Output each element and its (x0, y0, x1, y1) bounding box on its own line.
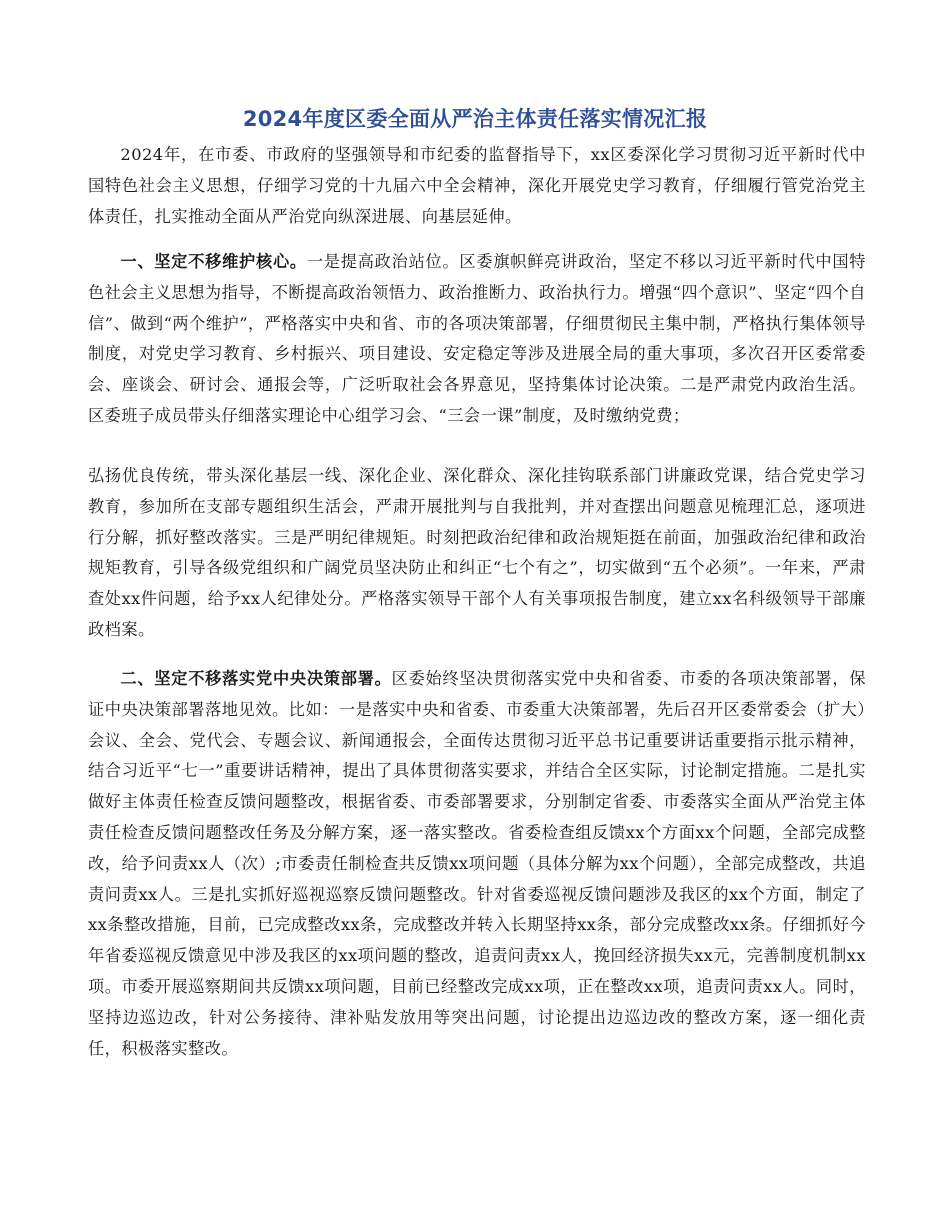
section-2-text: 区委始终坚决贯彻落实党中央和省委、市委的各项决策部署，保证中央决策部署落地见效。比如：一是落实中央和省委、市委重大决策部署，先后召开区委常委会（扩大）会议、全会、党代会、专题会议、新闻通报会，全面传达贯彻习近平总书记重要讲话重要指示批示精神，结合习近平“七一”重要讲话精神，提出了具体贯彻落实要求，并结合全区实际，讨论制定措施。二是扎实做好主体责任检查反馈问题整改，根据省委、市委部署要求，分别制定省委、市委落实全面从严治党主体责任检查反馈问题整改任务及分解方案，逐一落实整改。省委检查组反馈xx个方面xx个问题，全部完成整改，给予问责xx人（次）;市委责任制检查共反馈xx项问题（具体分解为xx个问题），全部完成整改，共追责问责xx人。三是扎实抓好巡视巡察反馈问题整改。针对省委巡视反馈问题涉及我区的xx个方面，制定了xx条整改措施，目前，已完成整改xx条，完成整改并转入长期坚持xx条，部分完成整改xx条。仔细抓好今年省委巡视反馈意见中涉及我区的xx项问题的整改，追责问责xx人，挽回经济损失xx元，完善制度机制xx项。市委开展巡察期间共反馈xx项问题，目前已经整改完成xx项，正在整改xx项，追责问责xx人。同时，坚持边巡边改，针对公务接待、津补贴发放用等突出问题，讨论提出边巡边改的整改方案，逐一细化责任，积极落实整改。 (88, 669, 867, 1058)
section-1-heading: 一、坚定不移维护核心。 (120, 252, 307, 271)
document-title: 2024年度区委全面从严治主体责任落实情况汇报 (242, 107, 708, 131)
intro-block (88, 140, 866, 232)
section-1-continuation-block (88, 461, 866, 646)
section-1 (88, 247, 866, 432)
section-1-text: 一是提高政治站位。区委旗帜鲜亮讲政治，坚定不移以习近平新时代中国特色社会主义思想为指导，不断提高政治领悟力、政治推断力、政治执行力。增强“四个意识”、坚定“四个自信”、做到“两个维护”，严格落实中央和省、市的各项决策部署，仔细贯彻民主集中制，严格执行集体领导制度，对党史学习教育、乡村振兴、项目建设、安定稳定等涉及进展全局的重大事项，多次召开区委常委会、座谈会、研讨会、通报会等，广泛听取社会各界意见，坚持集体讨论决策。二是严肃党内政治生活。区委班子成员带头仔细落实理论中心组学习会、“三会一课”制度，及时缴纳党费； (88, 252, 866, 425)
section-1-paragraph (88, 247, 866, 432)
section-2 (88, 664, 866, 1064)
section-2-heading: 二、坚定不移落实党中央决策部署。 (120, 669, 392, 688)
section-2-paragraph (88, 664, 866, 1064)
section-1-continuation: 弘扬优良传统，带头深化基层一线、深化企业、深化群众、深化挂钩联系部门讲廉政党课，结合党史学习教育，参加所在支部专题组织生活会，严肃开展批判与自我批判，并对查摆出问题意见梳理汇总，逐项进行分解，抓好整改落实。三是严明纪律规矩。时刻把政治纪律和政治规矩挺在前面，加强政治纪律和政治规矩教育，引导各级党组织和广阔党员坚决防止和纠正“七个有之”，切实做到“五个必须”。一年来，严肃查处xx件问题，给予xx人纪律处分。严格落实领导干部个人有关事项报告制度，建立xx名科级领导干部廉政档案。 (88, 466, 866, 639)
intro-paragraph: 2024年，在市委、市政府的坚强领导和市纪委的监督指导下，xx区委深化学习贯彻习近平新时代中国特色社会主义思想，仔细学习党的十九届六中全会精神，深化开展党史学习教育，仔细履行管党治党主体责任，扎实推动全面从严治党向纵深进展、向基层延伸。 (88, 145, 866, 226)
